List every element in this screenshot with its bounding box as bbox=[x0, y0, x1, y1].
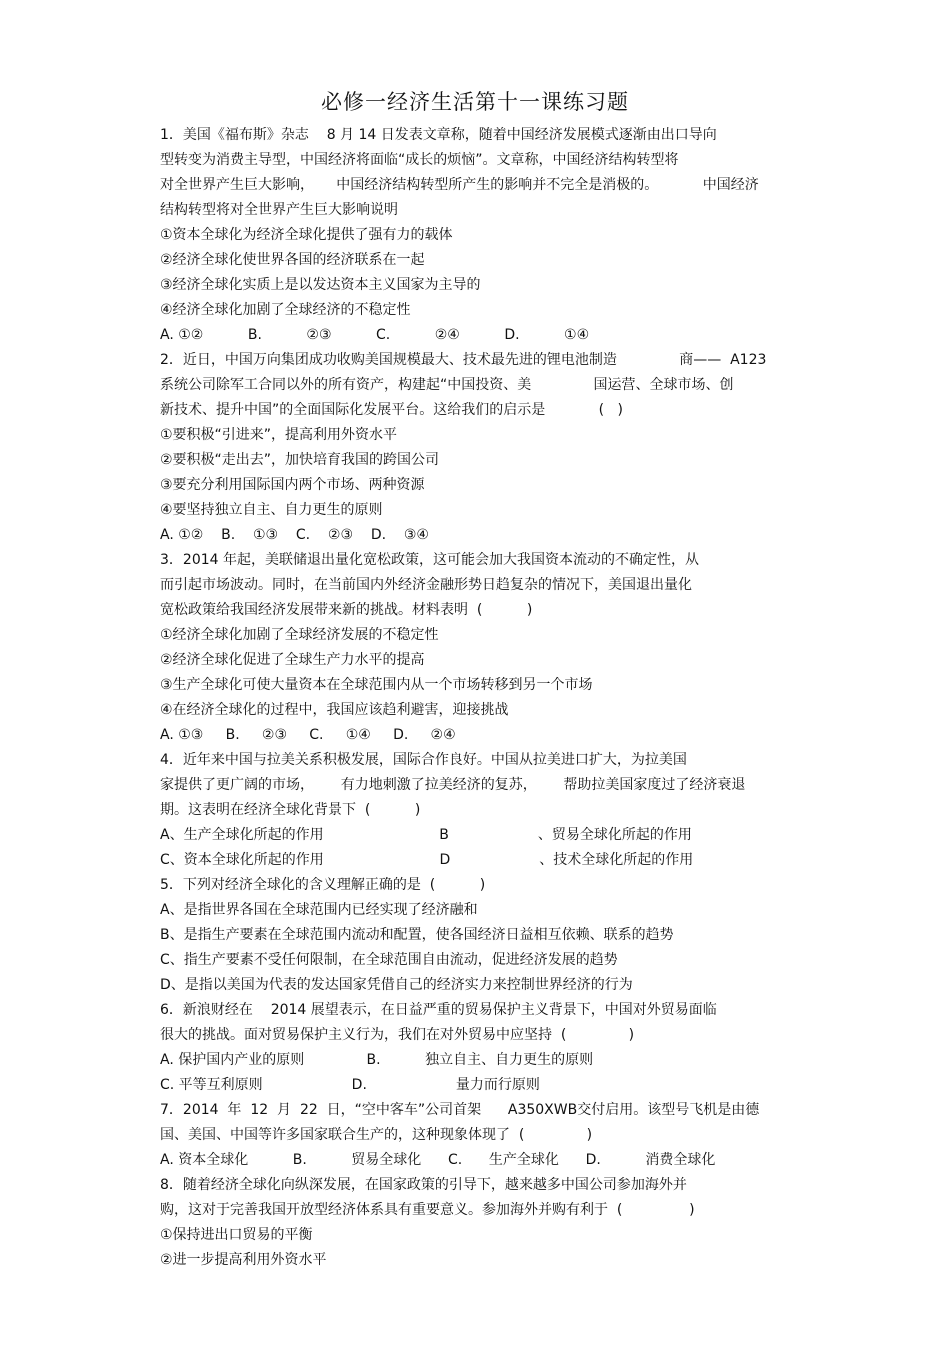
q3-statement-4: ④在经济全球化的过程中，我国应该趋利避害，迎接挑战 bbox=[160, 702, 509, 718]
q1-statement-3: ③经济全球化实质上是以发达资本主义国家为主导的 bbox=[160, 277, 481, 293]
q5-option-a: A、是指世界各国在全球范围内已经实现了经济融和 bbox=[160, 902, 478, 918]
q6-options-cd: C. 平等互利原则 D. 量力而行原则 bbox=[160, 1077, 540, 1093]
q1-statement-1: ①资本全球化为经济全球化提供了强有力的载体 bbox=[160, 227, 453, 243]
q4-options-cd: C、资本全球化所起的作用 D 、技术全球化所起的作用 bbox=[160, 852, 694, 868]
q2-statement-3: ③要充分利用国际国内两个市场、两种资源 bbox=[160, 477, 425, 493]
q1-line-2: 型转变为消费主导型，中国经济将面临“成长的烦恼”。文章称，中国经济结构转型将 bbox=[160, 152, 679, 168]
q3-statement-3: ③生产全球化可使大量资本在全球范围内从一个市场转移到另一个市场 bbox=[160, 677, 593, 693]
q5-option-d: D、是指以美国为代表的发达国家凭借自己的经济实力来控制世界经济的行为 bbox=[160, 977, 633, 993]
q8-statement-1: ①保持进出口贸易的平衡 bbox=[160, 1227, 313, 1243]
q1-statement-4: ④经济全球化加剧了全球经济的不稳定性 bbox=[160, 302, 411, 318]
q3-line-1: 3．2014 年起，美联储退出量化宽松政策，这可能会加大我国资本流动的不确定性，从 bbox=[160, 552, 699, 568]
q1-line-4: 结构转型将对全世界产生巨大影响说明 bbox=[160, 202, 398, 218]
q7-line-1: 7．2014 年 12 月 22 日，“空中客车”公司首架 A350XWB交付启用。该型号飞机是由德 bbox=[160, 1102, 760, 1118]
q6-line-1: 6．新浪财经在 2014 展望表示，在日益严重的贸易保护主义背景下，中国对外贸易面临 bbox=[160, 1002, 717, 1018]
q3-line-2: 而引起市场波动。同时，在当前国内外经济金融形势日趋复杂的情况下，美国退出量化 bbox=[160, 577, 692, 593]
page-title: 必修一经济生活第十一课练习题 bbox=[321, 90, 629, 114]
q1-statement-2: ②经济全球化使世界各国的经济联系在一起 bbox=[160, 252, 425, 268]
q4-line-1: 4．近年来中国与拉美关系积极发展，国际合作良好。中国从拉美进口扩大，为拉美国 bbox=[160, 752, 687, 768]
q2-statement-4: ④要坚持独立自主、自力更生的原则 bbox=[160, 502, 383, 518]
q3-options: A. ①③ B. ②③ C. ①④ D. ②④ bbox=[160, 727, 456, 743]
q6-options-ab: A. 保护国内产业的原则 B. 独立自主、自力更生的原则 bbox=[160, 1052, 594, 1068]
q5-line-1: 5．下列对经济全球化的含义理解正确的是 ( ) bbox=[160, 877, 486, 893]
q5-option-c: C、指生产要素不受任何限制，在全球范围自由流动，促进经济发展的趋势 bbox=[160, 952, 618, 968]
q4-line-3: 期。这表明在经济全球化背景下 ( ) bbox=[160, 802, 421, 818]
q8-line-2: 购，这对于完善我国开放型经济体系具有重要意义。参加海外并购有利于 ( ) bbox=[160, 1202, 695, 1218]
q2-statement-2: ②要积极“走出去”，加快培育我国的跨国公司 bbox=[160, 452, 440, 468]
q1-line-3: 对全世界产生巨大影响， 中国经济结构转型所产生的影响并不完全是消极的。 中国经济 bbox=[160, 177, 759, 193]
q7-options: A. 资本全球化 B. 贸易全球化 C. 生产全球化 D. 消费全球化 bbox=[160, 1152, 716, 1168]
q5-option-b: B、是指生产要素在全球范围内流动和配置，使各国经济日益相互依赖、联系的趋势 bbox=[160, 927, 674, 943]
q2-options: A. ①② B. ①③ C. ②③ D. ③④ bbox=[160, 527, 429, 543]
q3-line-3: 宽松政策给我国经济发展带来新的挑战。材料表明 ( ) bbox=[160, 602, 533, 618]
q2-line-3: 新技术、提升中国”的全面国际化发展平台。这给我们的启示是 ( ) bbox=[160, 402, 623, 418]
q2-line-2: 系统公司除军工合同以外的所有资产，构建起“中国投资、美 国运营、全球市场、创 bbox=[160, 377, 734, 393]
q2-line-1: 2．近日，中国万向集团成功收购美国规模最大、技术最先进的锂电池制造 商—— A123 bbox=[160, 352, 767, 368]
q6-line-2: 很大的挑战。面对贸易保护主义行为，我们在对外贸易中应坚持 ( ) bbox=[160, 1027, 635, 1043]
q8-line-1: 8．随着经济全球化向纵深发展，在国家政策的引导下，越来越多中国公司参加海外并 bbox=[160, 1177, 687, 1193]
q1-options: A. ①② B. ②③ C. ②④ D. ①④ bbox=[160, 327, 590, 343]
q8-statement-2: ②进一步提高利用外资水平 bbox=[160, 1252, 327, 1268]
q3-statement-2: ②经济全球化促进了全球生产力水平的提高 bbox=[160, 652, 425, 668]
q4-line-2: 家提供了更广阔的市场， 有力地刺激了拉美经济的复苏， 帮助拉美国家度过了经济衰退 bbox=[160, 777, 746, 793]
q7-line-2: 国、美国、中国等许多国家联合生产的，这种现象体现了 ( ) bbox=[160, 1127, 593, 1143]
q4-options-ab: A、生产全球化所起的作用 B 、贸易全球化所起的作用 bbox=[160, 827, 692, 843]
q1-line-1: 1．美国《福布斯》杂志 8 月 14 日发表文章称，随着中国经济发展模式逐渐由出口导向 bbox=[160, 127, 717, 143]
q2-statement-1: ①要积极“引进来”，提高利用外资水平 bbox=[160, 427, 398, 443]
q3-statement-1: ①经济全球化加剧了全球经济发展的不稳定性 bbox=[160, 627, 439, 643]
